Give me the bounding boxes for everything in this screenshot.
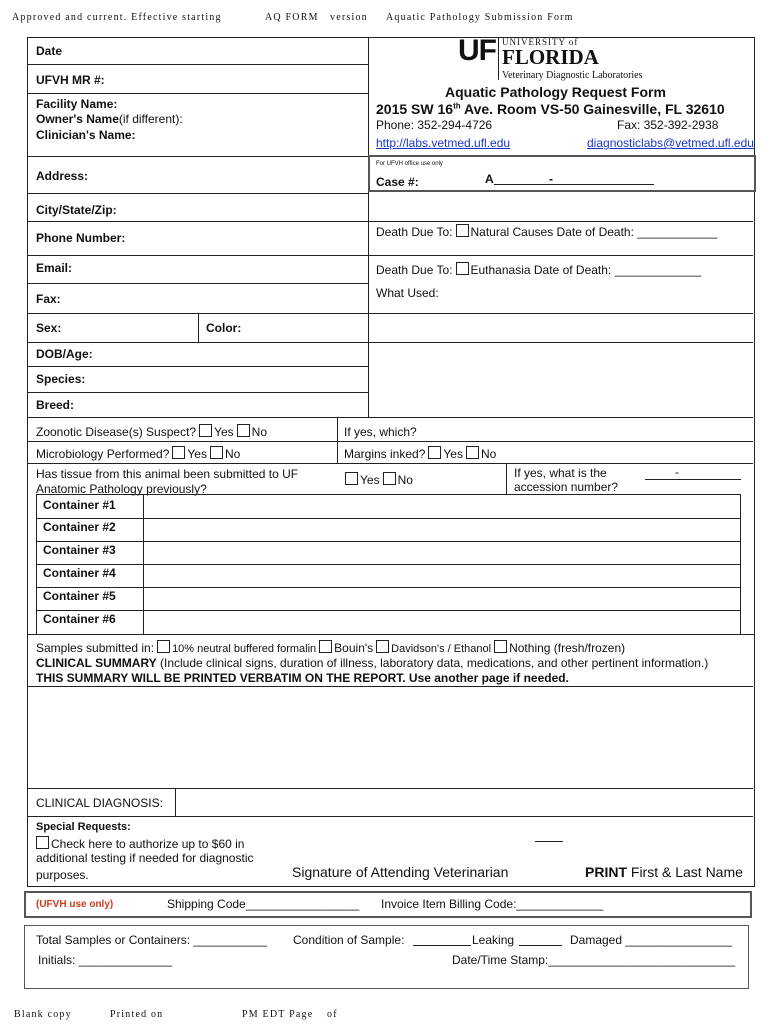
margins-question: Margins inked? Yes No [344,447,497,461]
tissue-yes-checkbox[interactable] [345,472,358,485]
header-form-id: AQ FORM [265,12,319,23]
facility-label: Facility Name: [36,97,118,111]
container-label: Container #2 [43,520,116,534]
phone-label: Phone Number: [36,231,126,245]
form-title: Aquatic Pathology Request Form [445,84,666,100]
breed-label: Breed: [36,398,75,412]
invoice-code[interactable]: Invoice Item Billing Code:_____________ [381,897,604,911]
row-line [28,313,753,314]
clinical-diagnosis-label: CLINICAL DIAGNOSIS: [36,796,163,810]
print-name-label: PRINT First & Last Name [585,864,743,880]
shipping-code[interactable]: Shipping Code_________________ [167,897,360,911]
container-label: Container #1 [43,498,116,512]
container-label: Container #4 [43,566,116,580]
authorize-line-3: purposes. [36,868,89,882]
natural-causes-checkbox[interactable] [456,224,469,237]
signature-label: Signature of Attending Veterinarian [292,864,509,880]
footer-of: of [327,1009,338,1020]
row-line [28,366,368,367]
logo-florida: FLORIDA [502,45,599,69]
row-line [28,463,753,464]
verbatim-notice: THIS SUMMARY WILL BE PRINTED VERBATIM ON THE REPORT. Use another page if needed. [36,671,569,685]
row-line [28,221,753,222]
clinical-diagnosis-field[interactable] [176,789,752,815]
accession-divider [506,463,507,494]
leaking-field[interactable] [519,945,562,946]
containers-table [36,494,741,634]
samples-row: Samples submitted in: 10% neutral buffered formalin Bouin's Davidson's / Ethanol Nothing (fresh/frozen) [36,641,626,655]
margins-no-checkbox[interactable] [466,446,479,459]
special-requests-label: Special Requests: [36,821,131,833]
accession-field[interactable] [645,479,741,480]
clinician-label: Clinician's Name: [36,128,136,142]
death-natural: Death Due To: Natural Causes Date of Death: ____________ [376,225,718,239]
row-line [28,283,368,284]
question-divider [337,417,338,463]
case-number-field[interactable] [494,184,654,185]
euthanasia-checkbox[interactable] [456,262,469,275]
ufvh-use-only: (UFVH use only) [36,899,114,910]
row-line [28,342,753,343]
logo-uf: UF [458,34,496,67]
total-samples[interactable]: Total Samples or Containers: ___________ [36,933,267,947]
clinical-summary-field[interactable] [28,687,753,788]
container-label: Container #3 [43,543,116,557]
lab-address: 2015 SW 16th Ave. Room VS-50 Gainesville, FL 32610 [376,101,725,117]
zoonotic-yes-checkbox[interactable] [199,424,212,437]
clinical-summary-label: CLINICAL SUMMARY (Include clinical signs, duration of illness, laboratory data, medications, and other pertinent information.) [36,656,709,670]
leaking-label: Leaking [472,933,515,947]
row-line [28,64,368,65]
email-label: Email: [36,261,73,275]
logo-divider [498,38,499,80]
container-row-line [37,587,740,588]
header-approved: Approved and current. Effective starting [12,12,222,23]
row-line [28,392,368,393]
micro-yes-checkbox[interactable] [172,446,185,459]
zoonotic-no-checkbox[interactable] [237,424,250,437]
footer-page: PM EDT Page [242,1009,314,1020]
davidsons-checkbox[interactable] [376,640,389,653]
city-label: City/State/Zip: [36,203,117,217]
tissue-question-1: Has tissue from this animal been submitted to UF [36,467,299,481]
tissue-no-checkbox[interactable] [383,472,396,485]
column-divider [368,37,369,417]
lab-website-link[interactable]: http://labs.vetmed.ufl.edu [376,136,511,150]
footer-printed-on: Printed on [110,1009,164,1020]
damaged-label[interactable]: Damaged ________________ [570,933,733,947]
accession-label-1: If yes, what is the [514,466,607,480]
sex-color-divider [198,313,199,342]
footer-blank-copy: Blank copy [14,1009,72,1020]
row-line [28,816,753,817]
what-used-label: What Used: [376,286,439,300]
row-line [28,156,368,157]
bouins-checkbox[interactable] [319,640,332,653]
zoonotic-question: Zoonotic Disease(s) Suspect? Yes No [36,425,267,439]
micro-no-checkbox[interactable] [210,446,223,459]
micro-question: Microbiology Performed? Yes No [36,447,241,461]
address-label: Address: [36,169,89,183]
mr-label: UFVH MR #: [36,73,105,87]
header-form-name: Aquatic Pathology Submission Form [386,12,574,23]
container-row-line [37,610,740,611]
sex-label: Sex: [36,321,62,335]
signature-line[interactable] [535,841,563,842]
accession-dash: - [675,465,679,479]
office-use-note: For UFVH office use only [376,161,443,167]
date-label: Date [36,44,63,58]
case-dash: - [549,172,553,186]
nothing-checkbox[interactable] [494,640,507,653]
condition-label: Condition of Sample: [293,933,405,947]
case-prefix: A [485,172,494,186]
death-euthanasia: Death Due To: Euthanasia Date of Death: _____________ [376,263,702,277]
container-row-line [37,564,740,565]
tissue-question-2: Anatomic Pathology previously? [36,482,207,496]
condition-field[interactable] [413,945,471,946]
authorize-line: Check here to authorize up to $60 in [36,836,244,851]
owner-label: Owner's Name(if different): [36,112,183,126]
authorize-checkbox[interactable] [36,836,49,849]
lab-fax: Fax: 352-392-2938 [617,118,719,132]
fax-label: Fax: [36,292,61,306]
container-row-line [37,541,740,542]
formalin-checkbox[interactable] [157,640,170,653]
if-yes-which-label: If yes, which? [344,425,417,439]
case-label: Case #: [376,175,419,189]
color-label: Color: [206,321,242,335]
row-line [28,193,368,194]
container-label: Container #6 [43,612,116,626]
margins-yes-checkbox[interactable] [428,446,441,459]
container-label: Container #5 [43,589,116,603]
logo-university-of: UNIVERSITY of [502,37,579,47]
logo-subtitle: Veterinary Diagnostic Laboratories [502,70,643,81]
row-line [28,93,368,94]
row-line [28,255,753,256]
tissue-options: Yes No [342,472,413,487]
datetime-label[interactable]: Date/Time Stamp:____________________________ [452,953,736,967]
container-row-line [37,518,740,519]
row-line [28,417,753,418]
lab-phone: Phone: 352-294-4726 [376,118,493,132]
lab-email-link[interactable]: diagnosticlabs@vetmed.ufl.edu [587,136,754,150]
accession-label-2: accession number? [514,480,619,494]
uf-logo [458,36,678,84]
dob-label: DOB/Age: [36,347,93,361]
initials-label[interactable]: Initials: ______________ [38,953,173,967]
authorize-line-2: additional testing if needed for diagnostic [36,851,254,865]
row-line [28,441,753,442]
header-version: version [330,12,368,23]
species-label: Species: [36,372,86,386]
